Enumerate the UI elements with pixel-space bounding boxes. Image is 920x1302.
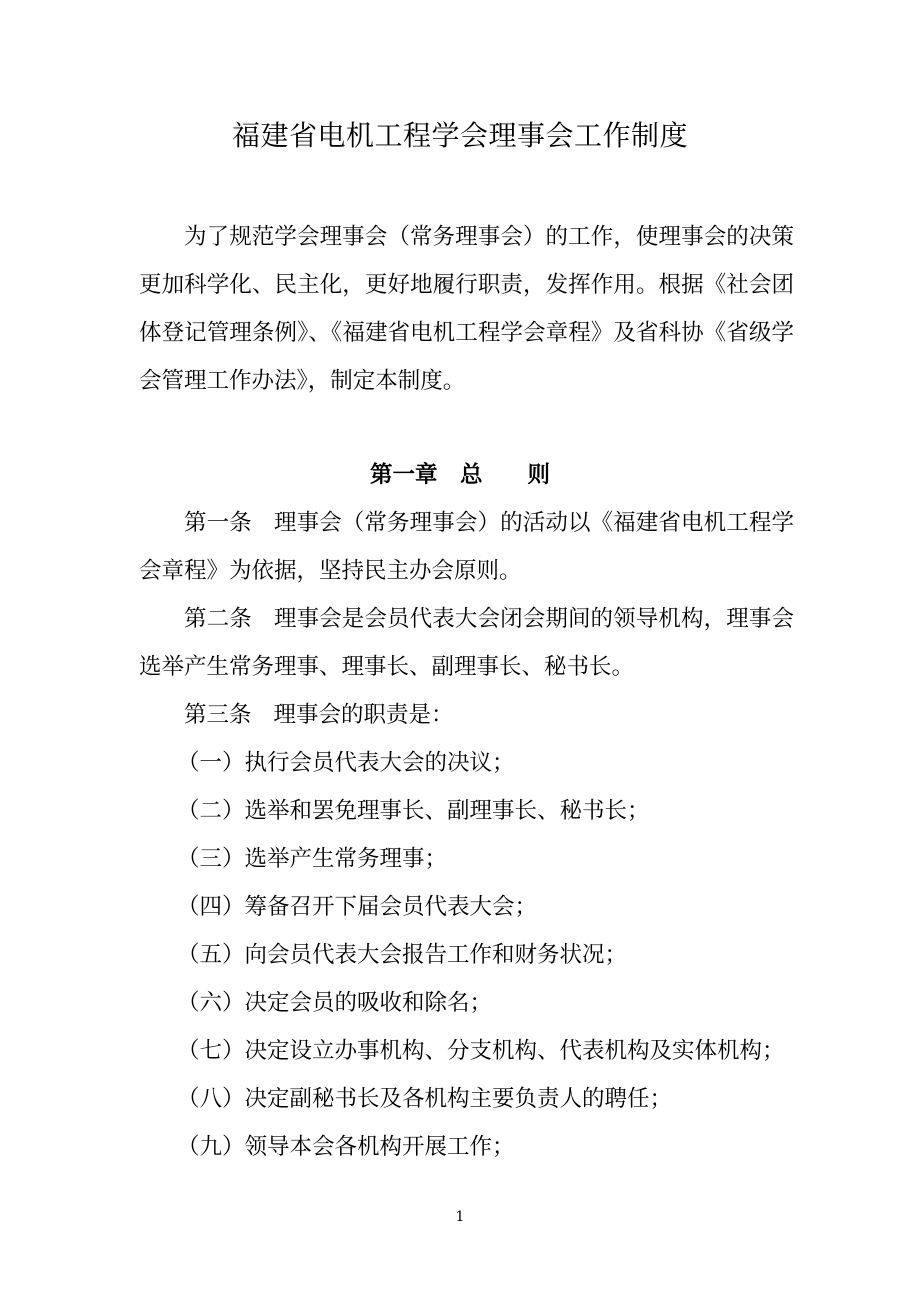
chapter-heading: 第一章 总 则: [369, 462, 550, 488]
article-2: [139, 595, 794, 691]
duty-item-6: （六）决定会员的吸收和除名；: [177, 990, 493, 1016]
duty-item-8: （八）决定副秘书长及各机构主要负责人的聘任；: [177, 1086, 673, 1112]
duty-item-2: （二）选举和罢免理事长、副理事长、秘书长；: [177, 798, 650, 824]
intro-section: [139, 213, 794, 405]
duty-item-1: （一）执行会员代表大会的决议；: [177, 750, 515, 776]
duty-item-9: （九）领导本会各机构开展工作；: [177, 1134, 515, 1160]
intro-paragraph: 为了规范学会理事会（常务理事会）的工作，使理事会的决策更加科学化、民主化，更好地履行职责，发挥作用。根据《社会团体登记管理条例》、《福建省电机工程学会章程》及省科协《省级学会管理工作办法》，制定本制度。: [139, 224, 794, 394]
document-title: 福建省电机工程学会理事会工作制度: [231, 119, 688, 152]
article-3: [139, 691, 794, 739]
chapter-body: [139, 499, 794, 1171]
article-2-text: 理事会是会员代表大会闭会期间的领导机构，理事会选举产生常务理事、理事长、副理事长、秘书长。: [139, 606, 794, 680]
article-1-label: 第一条: [184, 510, 252, 536]
article-3-text: 理事会的职责是：: [273, 702, 454, 728]
duty-item-7: （七）决定设立办事机构、分支机构、代表机构及实体机构；: [177, 1038, 785, 1064]
article-1: [139, 499, 794, 595]
article-3-label: 第三条: [184, 702, 252, 728]
duty-item-4: （四）筹备召开下届会员代表大会；: [177, 894, 538, 920]
duty-item-3: （三）选举产生常务理事；: [177, 846, 448, 872]
page-number: 1: [455, 1209, 465, 1225]
article-1-text: 理事会（常务理事会）的活动以《福建省电机工程学会章程》为依据，坚持民主办会原则。: [139, 510, 794, 584]
duty-item-5: （五）向会员代表大会报告工作和财务状况；: [177, 942, 628, 968]
article-2-label: 第二条: [184, 606, 252, 632]
